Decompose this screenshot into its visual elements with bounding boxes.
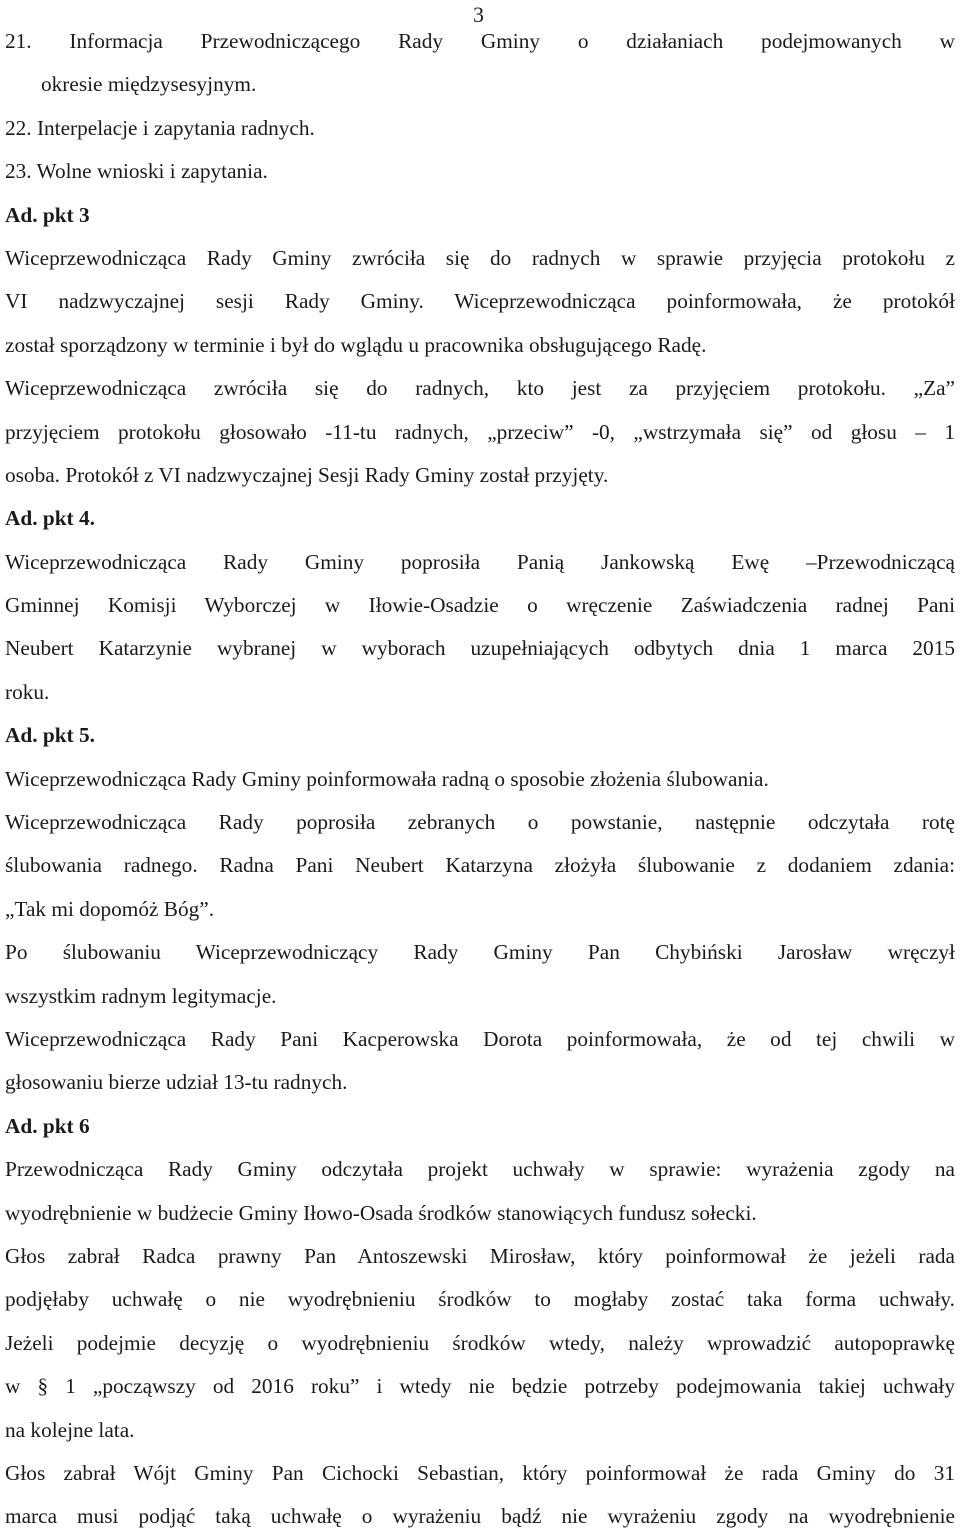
text-line: Wiceprzewodnicząca Rady Pani Kacperowska Dorota poinformowała, że od tej chwili w — [5, 1026, 955, 1051]
text-line: Przewodnicząca Rady Gminy odczytała projekt uchwały w sprawie: wyrażenia zgody na — [5, 1157, 955, 1182]
text-line: roku. — [5, 679, 50, 704]
section-heading: Ad. pkt 6 — [5, 1113, 90, 1138]
text-line: „Tak mi dopomóż Bóg”. — [5, 896, 215, 921]
section-heading: Ad. pkt 5. — [5, 723, 95, 748]
text-line: Jeżeli podejmie decyzję o wyodrębnieniu środków wtedy, należy wprowadzić autopoprawkę — [5, 1330, 955, 1355]
text-line: VI nadzwyczajnej sesji Rady Gminy. Wiceprzewodnicząca poinformowała, że protokół — [5, 289, 955, 314]
text-line: Wiceprzewodnicząca Rady poprosiła zebranych o powstanie, następnie odczytała rotę — [5, 810, 955, 835]
text-line: wyodrębnienie w budżecie Gminy Iłowo-Osada środków stanowiących fundusz sołecki. — [5, 1200, 757, 1225]
text-line: marca musi podjąć taką uchwałę o wyrażeniu bądź nie wyrażeniu zgody na wyodrębnienie — [5, 1504, 955, 1529]
text-line: Wiceprzewodnicząca zwróciła się do radnych, kto jest za przyjęciem protokołu. „Za” — [5, 376, 955, 401]
text-line: Wiceprzewodnicząca Rady Gminy zwróciła się do radnych w sprawie przyjęcia protokołu z — [5, 245, 955, 270]
text-line: Wiceprzewodnicząca Rady Gminy poprosiła Panią Jankowską Ewę –Przewodniczącą — [5, 549, 955, 574]
text-line: na kolejne lata. — [5, 1417, 135, 1442]
page-number: 3 — [473, 2, 484, 27]
text-line: podjęłaby uchwałę o nie wyodrębnieniu środków to mogłaby zostać taka forma uchwały. — [5, 1287, 955, 1312]
text-line: Po ślubowaniu Wiceprzewodniczący Rady Gminy Pan Chybiński Jarosław wręczył — [5, 940, 955, 965]
text-line: Neubert Katarzynie wybranej w wyborach uzupełniających odbytych dnia 1 marca 2015 — [5, 636, 955, 661]
text-line: Głos zabrał Radca prawny Pan Antoszewski Mirosław, który poinformował że jeżeli rada — [5, 1243, 955, 1268]
section-heading: Ad. pkt 3 — [5, 202, 90, 227]
text-line: przyjęciem protokołu głosowało -11-tu radnych, „przeciw” -0, „wstrzymała się” od głosu – 1 — [5, 419, 955, 444]
text-line: w § 1 „począwszy od 2016 roku” i wtedy nie będzie potrzeby podejmowania takiej uchwały — [5, 1374, 955, 1399]
text-line: Wiceprzewodnicząca Rady Gminy poinformowała radną o sposobie złożenia ślubowania. — [5, 766, 769, 791]
text-line: ślubowania radnego. Radna Pani Neubert Katarzyna złożyła ślubowanie z dodaniem zdania: — [5, 853, 955, 878]
text-line: Gminnej Komisji Wyborczej w Iłowie-Osadzie o wręczenie Zaświadczenia radnej Pani — [5, 593, 955, 618]
text-line: osoba. Protokół z VI nadzwyczajnej Sesji Rady Gminy został przyjęty. — [5, 462, 609, 487]
text-line: Głos zabrał Wójt Gminy Pan Cichocki Sebastian, który poinformował że rada Gminy do 31 — [5, 1460, 955, 1485]
document-body — [5, 20, 955, 1539]
text-line: został sporządzony w terminie i był do wglądu u pracownika obsługującego Radę. — [5, 332, 707, 357]
text-line: 22. Interpelacje i zapytania radnych. — [5, 115, 315, 140]
section-heading: Ad. pkt 4. — [5, 506, 95, 531]
text-line: 21. Informacja Przewodniczącego Rady Gminy o działaniach podejmowanych w — [5, 29, 955, 53]
text-line: 23. Wolne wnioski i zapytania. — [5, 159, 268, 184]
text-line: okresie międzysesyjnym. — [41, 72, 257, 97]
text-line: głosowaniu bierze udział 13-tu radnych. — [5, 1070, 348, 1095]
text-line: wszystkim radnym legitymacje. — [5, 983, 277, 1008]
